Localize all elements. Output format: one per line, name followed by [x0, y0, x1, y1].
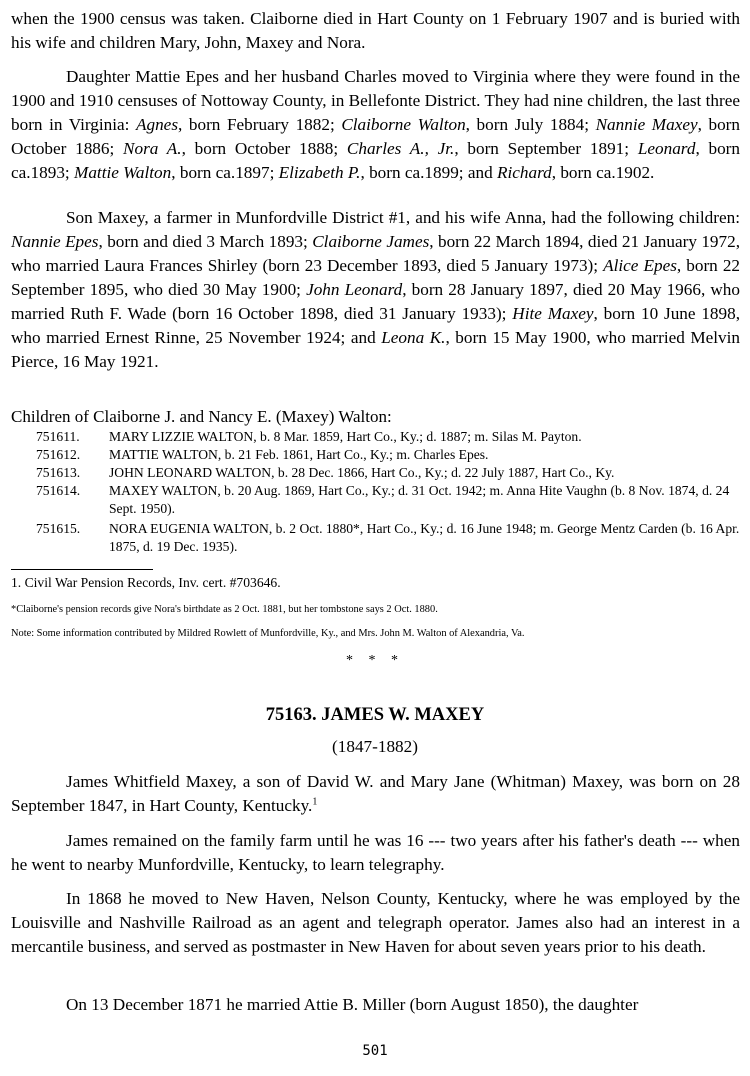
footnote-1: 1. Civil War Pension Records, Inv. cert. #703646. — [11, 575, 281, 590]
child-number: 751611. — [36, 429, 80, 444]
child-name: Mattie Walton — [74, 163, 172, 182]
paragraph-son-maxey: Son Maxey, a farmer in Munfordville District #1, and his wife Anna, had the following children: Nannie Epes, born and died 3 March 1893; Claiborne James, born 22 March 1894, died 21 January 1972, who married Laura Frances Shirley (born 23 December 1893, died 5 January 1973); Alice Epes, born 22 September 1895, who died 30 May 1900; John Leonard, born 28 January 1897, died 20 May 1966, who married Ruth F. Wade (born 16 October 1898, died 31 January 1933); Hite Maxey, born 10 June 1898, who married Ernest Rinne, 25 November 1924; and Leona K., born 15 May 1900, who married Melvin Pierce, 16 May 1921. — [11, 208, 741, 371]
child-name: Nora A. — [123, 139, 182, 158]
child-name: Nannie Epes — [11, 232, 99, 251]
child-number: 751612. — [36, 447, 81, 462]
child-entry — [36, 520, 742, 556]
footnote-note: Note: Some information contributed by Mildred Rowlett of Munfordville, Ky., and Mrs. John M. Walton of Alexandria, Va. — [11, 628, 525, 639]
footnote-pension: *Claiborne's pension records give Nora's birthdate as 2 Oct. 1881, but her tombstone says 2 Oct. 1880. — [11, 604, 438, 615]
child-name: Hite Maxey — [512, 304, 594, 323]
child-name: Charles A., Jr. — [346, 139, 455, 158]
paragraph-new-haven: In 1868 he moved to New Haven, Nelson County, Kentucky, where he was employed by the Louisville and Nashville Railroad as an agent and telegraph operator. James also had an interest in a mercantile business, and served as postmaster in New Haven for about seven years prior to his death. — [11, 889, 740, 956]
child-text: JOHN LEONARD WALTON, b. 28 Dec. 1866, Hart Co., Ky.; d. 22 July 1887, Hart Co., Ky. — [109, 465, 615, 480]
paragraph-marriage: On 13 December 1871 he married Attie B. Miller (born August 1850), the daughter — [66, 995, 639, 1014]
footnote-divider — [11, 569, 153, 570]
paragraph-telegraphy: James remained on the family farm until he was 16 --- two years after his father's death --- when he went to nearby Munfordville, Kentucky, to learn telegraphy. — [11, 831, 740, 874]
child-text: NORA EUGENIA WALTON, b. 2 Oct. 1880*, Hart Co., Ky.; d. 16 June 1948; m. George Mentz Carden (b. 16 Apr. 1875, d. 19 Dec. 1935). — [109, 521, 740, 554]
child-name: Elizabeth P. — [278, 163, 361, 182]
child-name: Agnes — [136, 115, 179, 134]
child-number: 751615. — [36, 521, 81, 536]
paragraph-james-born: James Whitfield Maxey, a son of David W. and Mary Jane (Whitman) Maxey, was born on 28 September 1847, in Hart County, Kentucky.$^1$ — [11, 772, 740, 815]
child-name: Nannie Maxey — [595, 115, 698, 134]
child-entry — [36, 482, 742, 518]
section-separator: * * * — [346, 653, 404, 668]
child-name: Richard — [496, 163, 552, 182]
paragraph-census: when the 1900 census was taken. Claiborne died in Hart County on 1 February 1907 and is buried with his wife and children Mary, John, Maxey and Nora. — [11, 9, 740, 52]
child-text: MAXEY WALTON, b. 20 Aug. 1869, Hart Co., Ky.; d. 31 Oct. 1942; m. Anna Hite Vaughn (b. 8 Nov. 1874, d. 24 Sept. 1950). — [109, 483, 730, 516]
section-dates: (1847-1882) — [332, 737, 418, 756]
child-text: MATTIE WALTON, b. 21 Feb. 1861, Hart Co., Ky.; m. Charles Epes. — [109, 447, 489, 462]
section-title: 75163. JAMES W. MAXEY — [265, 705, 485, 725]
children-heading: Children of Claiborne J. and Nancy E. (Maxey) Walton: — [11, 407, 392, 426]
child-name: Claiborne Walton — [341, 115, 466, 134]
child-number: 751613. — [36, 465, 81, 480]
page-number: 501 — [362, 1043, 388, 1059]
child-name: John Leonard — [306, 280, 403, 299]
paragraph-mattie-epes: Daughter Mattie Epes and her husband Charles moved to Virginia where they were found in the 1900 and 1910 censuses of Nottoway County, in Bellefonte District. They had nine children, the last three born in Virginia: Agnes, born February 1882; Claiborne Walton, born July 1884; Nannie Maxey, born October 1886; Nora A., born October 1888; Charles A., Jr., born September 1891; Leonard, born ca.1893; Mattie Walton, born ca.1897; Elizabeth P., born ca.1899; and Richard, born ca.1902. — [11, 67, 740, 182]
child-entry — [36, 464, 742, 482]
child-number: 751614. — [36, 483, 81, 498]
child-text: MARY LIZZIE WALTON, b. 8 Mar. 1859, Hart Co., Ky.; d. 1887; m. Silas M. Payton. — [109, 429, 582, 444]
child-entry — [36, 446, 742, 464]
child-name: Leonard — [637, 139, 696, 158]
child-name: Alice Epes — [603, 256, 677, 275]
child-entry — [36, 428, 742, 446]
child-name: Leona K. — [381, 328, 446, 347]
footnote-ref: 1 — [312, 796, 318, 808]
child-name: Claiborne James — [312, 232, 430, 251]
